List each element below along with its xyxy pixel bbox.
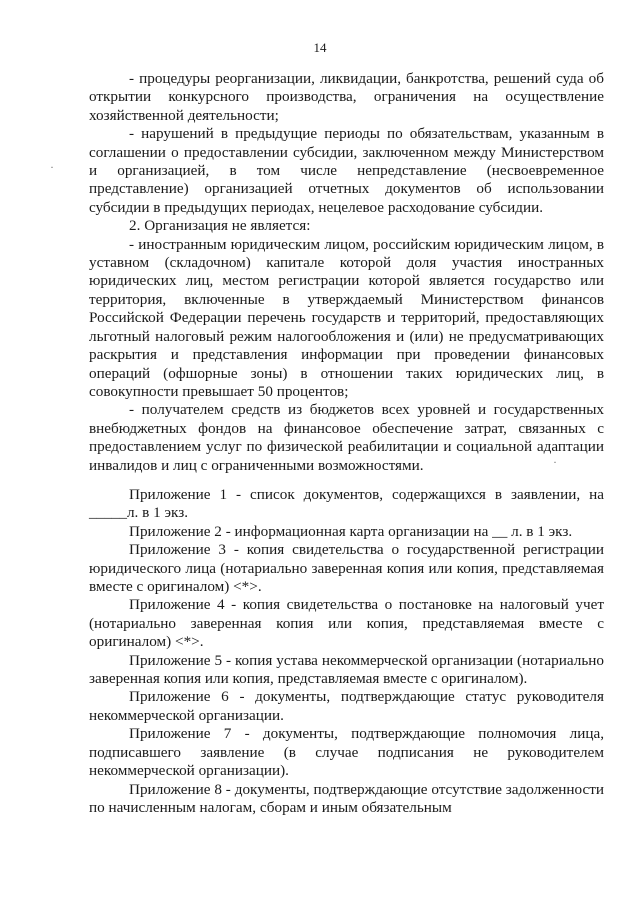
paragraph: - нарушений в предыдущие периоды по обязательствам, указанным в соглашении о предоставлении субсидии, заключенном между Министерством и организацией, в том числе непредставление (несвоевременное представление) организацией отчетных документов об использовании субсидии в предыдущих периодах, нецелевое расходование субсидии. [89,125,604,216]
body-text-top [89,70,604,475]
appendix-item: Приложение 3 - копия свидетельства о государственной регистрации юридического лица (нотариально заверенная копия или копия, представляемая вместе с оригиналом) <*>. [89,541,604,596]
page-number: 14 [313,40,327,55]
appendix-item: Приложение 7 - документы, подтверждающие полномочия лица, подписавшего заявление (в случае подписания не руководителем некоммерческой организации). [89,725,604,780]
appendix-item: Приложение 5 - копия устава некоммерческой организации (нотариально заверенная копия или копия, представляемая вместе с оригиналом). [89,651,604,688]
paragraph: - иностранным юридическим лицом, российским юридическим лицом, в уставном (складочном) капитале которой доля участия иностранных юридических лиц, местом регистрации которой является государство или территория, включенные в утверждаемый Министерством финансов Российской Федерации перечень государств и территорий, предоставляющих льготный налоговый режим налогообложения и (или) не предусматривающих раскрытия и представления информации при проведении финансовых операций (офшорные зоны) в отношении таких юридических лиц, в совокупности превышает 50 процентов; [89,235,604,400]
scan-speck: · [553,455,557,469]
paragraph: - процедуры реорганизации, ликвидации, банкротства, решений суда об открытии конкурсного производства, ограничения на осуществление хозяйственной деятельности; [89,70,604,124]
scan-speck: · [50,160,54,174]
appendix-list [89,486,604,817]
paragraph: - получателем средств из бюджетов всех уровней и государственных внебюджетных фондов на финансовое обеспечение затрат, связанных с предоставлением услуг по физической реабилитации и социальной адаптации инвалидов и лиц с ограниченными возможностями. [89,401,604,474]
appendix-item: Приложение 2 - информационная карта организации на __ л. в 1 экз. [129,522,573,540]
appendix-item: Приложение 4 - копия свидетельства о постановке на налоговый учет (нотариально заверенная копия или копия, представляемая вместе с оригиналом) <*>. [89,596,604,651]
appendix-item: Приложение 6 - документы, подтверждающие статус руководителя некоммерческой организации. [89,688,604,724]
paragraph: 2. Организация не является: [129,217,311,235]
appendix-item: Приложение 8 - документы, подтверждающие отсутствие задолженности по начисленным налогам, сборам и иным обязательным [89,780,604,816]
appendix-item: Приложение 1 - список документов, содержащихся в заявлении, на _____л. в 1 экз. [89,486,604,522]
